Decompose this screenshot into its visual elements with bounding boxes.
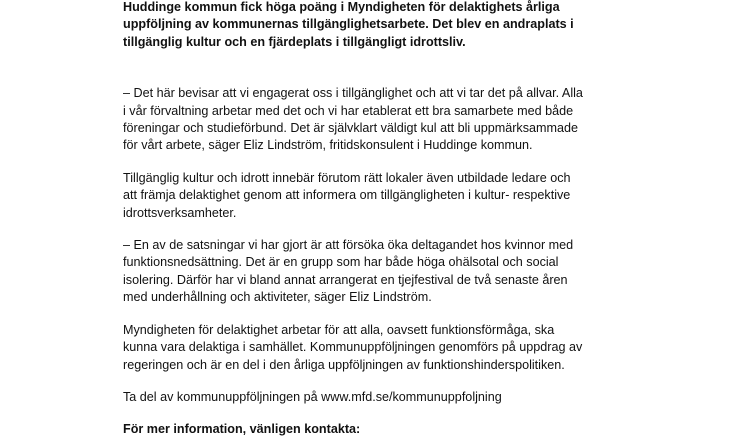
intro-line: uppföljning av kommunernas tillgänglighetsarbete. Det blev en andraplats i xyxy=(123,17,574,32)
intro-line: Huddinge kommun fick höga poäng i Myndigheten för delaktighets årliga xyxy=(123,0,560,14)
quote1-line: i vår förvaltning arbetar med det och vi har etablerat ett bra samarbete med både xyxy=(123,103,574,118)
quote-paragraph-1 xyxy=(123,85,593,155)
quote2-line: isolering. Därför har vi bland annat arrangerat en tjejfestival de två senaste åren xyxy=(123,272,568,287)
intro-paragraph xyxy=(123,0,593,51)
quote2-line: – En av de satsningar vi har gjort är att försöka öka deltagandet hos kvinnor med xyxy=(123,238,574,253)
paragraph3-line: regeringen och är en del i den årliga uppföljningen av funktionshinderspolitiken. xyxy=(123,357,565,372)
paragraph3-line: Myndigheten för delaktighet arbetar för att alla, oavsett funktionsförmåga, ska xyxy=(123,322,555,337)
intro-line: tillgänglig kultur och en fjärdeplats i tillgängligt idrottsliv. xyxy=(123,34,466,49)
paragraph2-line: att främja delaktighet genom att informera om tillgängligheten i kultur- respektive xyxy=(123,188,571,203)
quote1-line: för vårt arbete, säger Eliz Lindström, fritidskonsulent i Huddinge kommun. xyxy=(123,138,533,153)
body-paragraph-2 xyxy=(123,170,593,222)
quote1-line: – Det här bevisar att vi engagerat oss i tillgänglighet och att vi tar det på allvar. Alla xyxy=(123,86,583,101)
quote2-line: med underhållning och aktiviteter, säger Eliz Lindström. xyxy=(123,290,432,305)
body-paragraph-4 xyxy=(123,389,593,406)
paragraph3-line: kunna vara delaktiga i samhället. Kommunuppföljningen genomförs på uppdrag av xyxy=(123,340,583,355)
quote2-line: funktionsnedsättning. Det är en grupp som har både höga ohälsotal och social xyxy=(123,255,559,270)
body-paragraph-3 xyxy=(123,322,593,374)
paragraph4-line: Ta del av kommunuppföljningen på www.mfd.se/kommunuppfoljning xyxy=(123,389,502,404)
contact-heading: För mer information, vänligen kontakta: xyxy=(123,422,361,437)
paragraph2-line: idrottsverksamheter. xyxy=(123,205,237,220)
press-release-document xyxy=(123,0,593,439)
paragraph2-line: Tillgänglig kultur och idrott innebär förutom rätt lokaler även utbildade ledare och xyxy=(123,170,571,185)
quote-paragraph-2 xyxy=(123,237,593,307)
quote1-line: föreningar och studieförbund. Det är självklart väldigt kul att bli uppmärksammade xyxy=(123,121,578,136)
